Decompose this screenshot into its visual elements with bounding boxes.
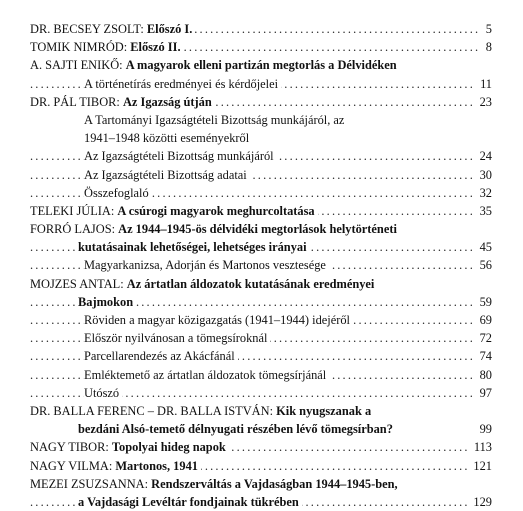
toc-author: NAGY VILMA: xyxy=(30,458,116,473)
toc-line xyxy=(30,111,492,129)
toc-heading xyxy=(30,222,400,236)
toc-subtitle: Parcellarendezés az Akácfánál xyxy=(84,349,238,363)
toc-line xyxy=(30,493,492,511)
toc-title: Rendszerváltás a Vajdaságban 1944–1945-ben, xyxy=(151,476,398,491)
toc-heading xyxy=(30,22,195,36)
toc-title-continuation: kutatásainak lehetőségei, lehetséges irányai xyxy=(78,240,310,254)
toc-line xyxy=(30,366,492,384)
toc-line xyxy=(30,329,492,347)
toc-entry xyxy=(30,38,492,56)
toc-line xyxy=(30,20,492,38)
toc-page-number: 23 xyxy=(474,93,492,111)
toc-heading xyxy=(30,204,318,218)
toc-title-continuation: Bajmokon xyxy=(78,295,136,309)
toc-line xyxy=(30,129,492,147)
toc-title-continuation: a Vajdasági Levéltár fondjainak tükrében xyxy=(78,495,302,509)
toc-page-number: 8 xyxy=(480,38,492,56)
toc-heading xyxy=(30,477,401,491)
toc-subtitle: Először nyilvánosan a tömegsíroknál xyxy=(84,331,270,345)
toc-title: Az ártatlan áldozatok kutatásának eredményei xyxy=(126,276,375,291)
toc-title: Martonos, 1941 xyxy=(115,458,198,473)
toc-title: Előszó I. xyxy=(146,22,193,36)
toc-line xyxy=(30,202,492,220)
toc-entry xyxy=(30,438,492,456)
toc-title-continuation: bezdáni Alsó-temető délnyugati részében lévő tömegsírban? xyxy=(78,422,396,436)
toc-entry xyxy=(30,56,492,92)
toc-heading xyxy=(30,404,374,418)
toc-page-number: 35 xyxy=(474,202,492,220)
toc-page-number: 45 xyxy=(474,238,492,256)
toc-line xyxy=(30,475,492,493)
toc-line xyxy=(30,438,492,456)
toc-page-number: 11 xyxy=(474,75,492,93)
toc-line xyxy=(30,75,492,93)
toc-subtitle: Röviden a magyar közigazgatás (1941–1944) idejéről xyxy=(84,313,353,327)
toc-page-number: 59 xyxy=(474,293,492,311)
toc-title: A magyarok elleni partizán megtorlás a Délvidéken xyxy=(125,58,397,73)
toc-line xyxy=(30,275,492,293)
toc-author: A. SAJTI ENIKŐ: xyxy=(30,58,126,73)
toc-subtitle: Az Igazságtételi Bizottság adatai xyxy=(84,168,250,182)
toc-heading xyxy=(30,58,400,72)
toc-page-number: 74 xyxy=(474,347,492,365)
toc-page-number: 97 xyxy=(474,384,492,402)
toc-line xyxy=(30,311,492,329)
toc-entry xyxy=(30,220,492,275)
toc-author: DR. BECSEY ZSOLT: xyxy=(30,22,147,36)
toc-author: MEZEI ZSUZSANNA: xyxy=(30,476,152,491)
toc-title: Az 1944–1945-ös délvidéki megtorlások helytörténeti xyxy=(118,222,397,237)
toc-entry xyxy=(30,402,492,438)
toc-author: TELEKI JÚLIA: xyxy=(30,203,118,218)
toc-heading xyxy=(30,459,201,473)
toc-subtitle: Az Igazságtételi Bizottság munkájáról xyxy=(84,149,277,163)
toc-subtitle: A Tartományi Igazságtételi Bizottság munkájáról, az xyxy=(84,113,347,127)
toc-entry xyxy=(30,20,492,38)
toc-line xyxy=(30,166,492,184)
toc-page-number: 30 xyxy=(474,166,492,184)
toc-author: FORRÓ LAJOS: xyxy=(30,222,119,237)
toc-page-number: 56 xyxy=(474,256,492,274)
toc-page-number: 99 xyxy=(474,420,492,438)
toc-entry xyxy=(30,475,492,511)
toc-line xyxy=(30,38,492,56)
toc-author: DR. PÁL TIBOR: xyxy=(30,94,123,109)
toc-line xyxy=(30,457,492,475)
toc-line xyxy=(30,147,492,165)
toc-page-number: 129 xyxy=(467,493,492,511)
toc-title: A csúrogi magyarok meghurcoltatása xyxy=(117,203,315,218)
toc-line xyxy=(30,420,492,438)
toc-entry xyxy=(30,275,492,402)
toc-page-number: 121 xyxy=(467,457,492,475)
table-of-contents xyxy=(30,20,492,511)
toc-entry xyxy=(30,457,492,475)
toc-subtitle: A történetírás eredményei és kérdőjelei xyxy=(84,77,281,91)
toc-line xyxy=(30,256,492,274)
toc-entry xyxy=(30,202,492,220)
toc-title: Kik nyugszanak a xyxy=(276,403,372,418)
toc-line xyxy=(30,293,492,311)
toc-page-number: 80 xyxy=(474,366,492,384)
toc-heading xyxy=(30,95,215,109)
toc-author: NAGY TIBOR: xyxy=(30,440,112,455)
toc-title: Előszó II. xyxy=(130,40,181,55)
toc-line xyxy=(30,56,492,74)
toc-line xyxy=(30,238,492,256)
toc-page-number: 113 xyxy=(468,438,492,456)
toc-line xyxy=(30,220,492,238)
toc-line xyxy=(30,402,492,420)
toc-subtitle: Emléktemető az ártatlan áldozatok tömegsírjánál xyxy=(84,368,329,382)
toc-title: Az Igazság útján xyxy=(122,94,212,109)
toc-subtitle: Összefoglaló xyxy=(84,186,152,200)
toc-subtitle: Magyarkanizsa, Adorján és Martonos vesztesége xyxy=(84,258,329,272)
toc-page-number: 69 xyxy=(474,311,492,329)
toc-subtitle: 1941–1948 közötti eseményekről xyxy=(84,131,252,145)
toc-author: DR. BALLA FERENC – DR. BALLA ISTVÁN: xyxy=(30,403,277,418)
toc-author: MOJZES ANTAL: xyxy=(30,276,127,291)
toc-subtitle: Utószó xyxy=(84,386,122,400)
toc-heading xyxy=(30,440,229,454)
toc-line xyxy=(30,184,492,202)
toc-heading xyxy=(30,277,377,291)
toc-page-number: 24 xyxy=(474,147,492,165)
toc-heading xyxy=(30,40,184,54)
toc-line xyxy=(30,93,492,111)
toc-page-number: 32 xyxy=(474,184,492,202)
toc-line xyxy=(30,384,492,402)
toc-title: Topolyai hideg napok xyxy=(111,440,226,455)
toc-entry xyxy=(30,93,492,202)
toc-line xyxy=(30,347,492,365)
toc-page-number: 5 xyxy=(480,20,492,38)
toc-author: TOMIK NIMRÓD: xyxy=(30,40,131,55)
toc-page-number: 72 xyxy=(474,329,492,347)
